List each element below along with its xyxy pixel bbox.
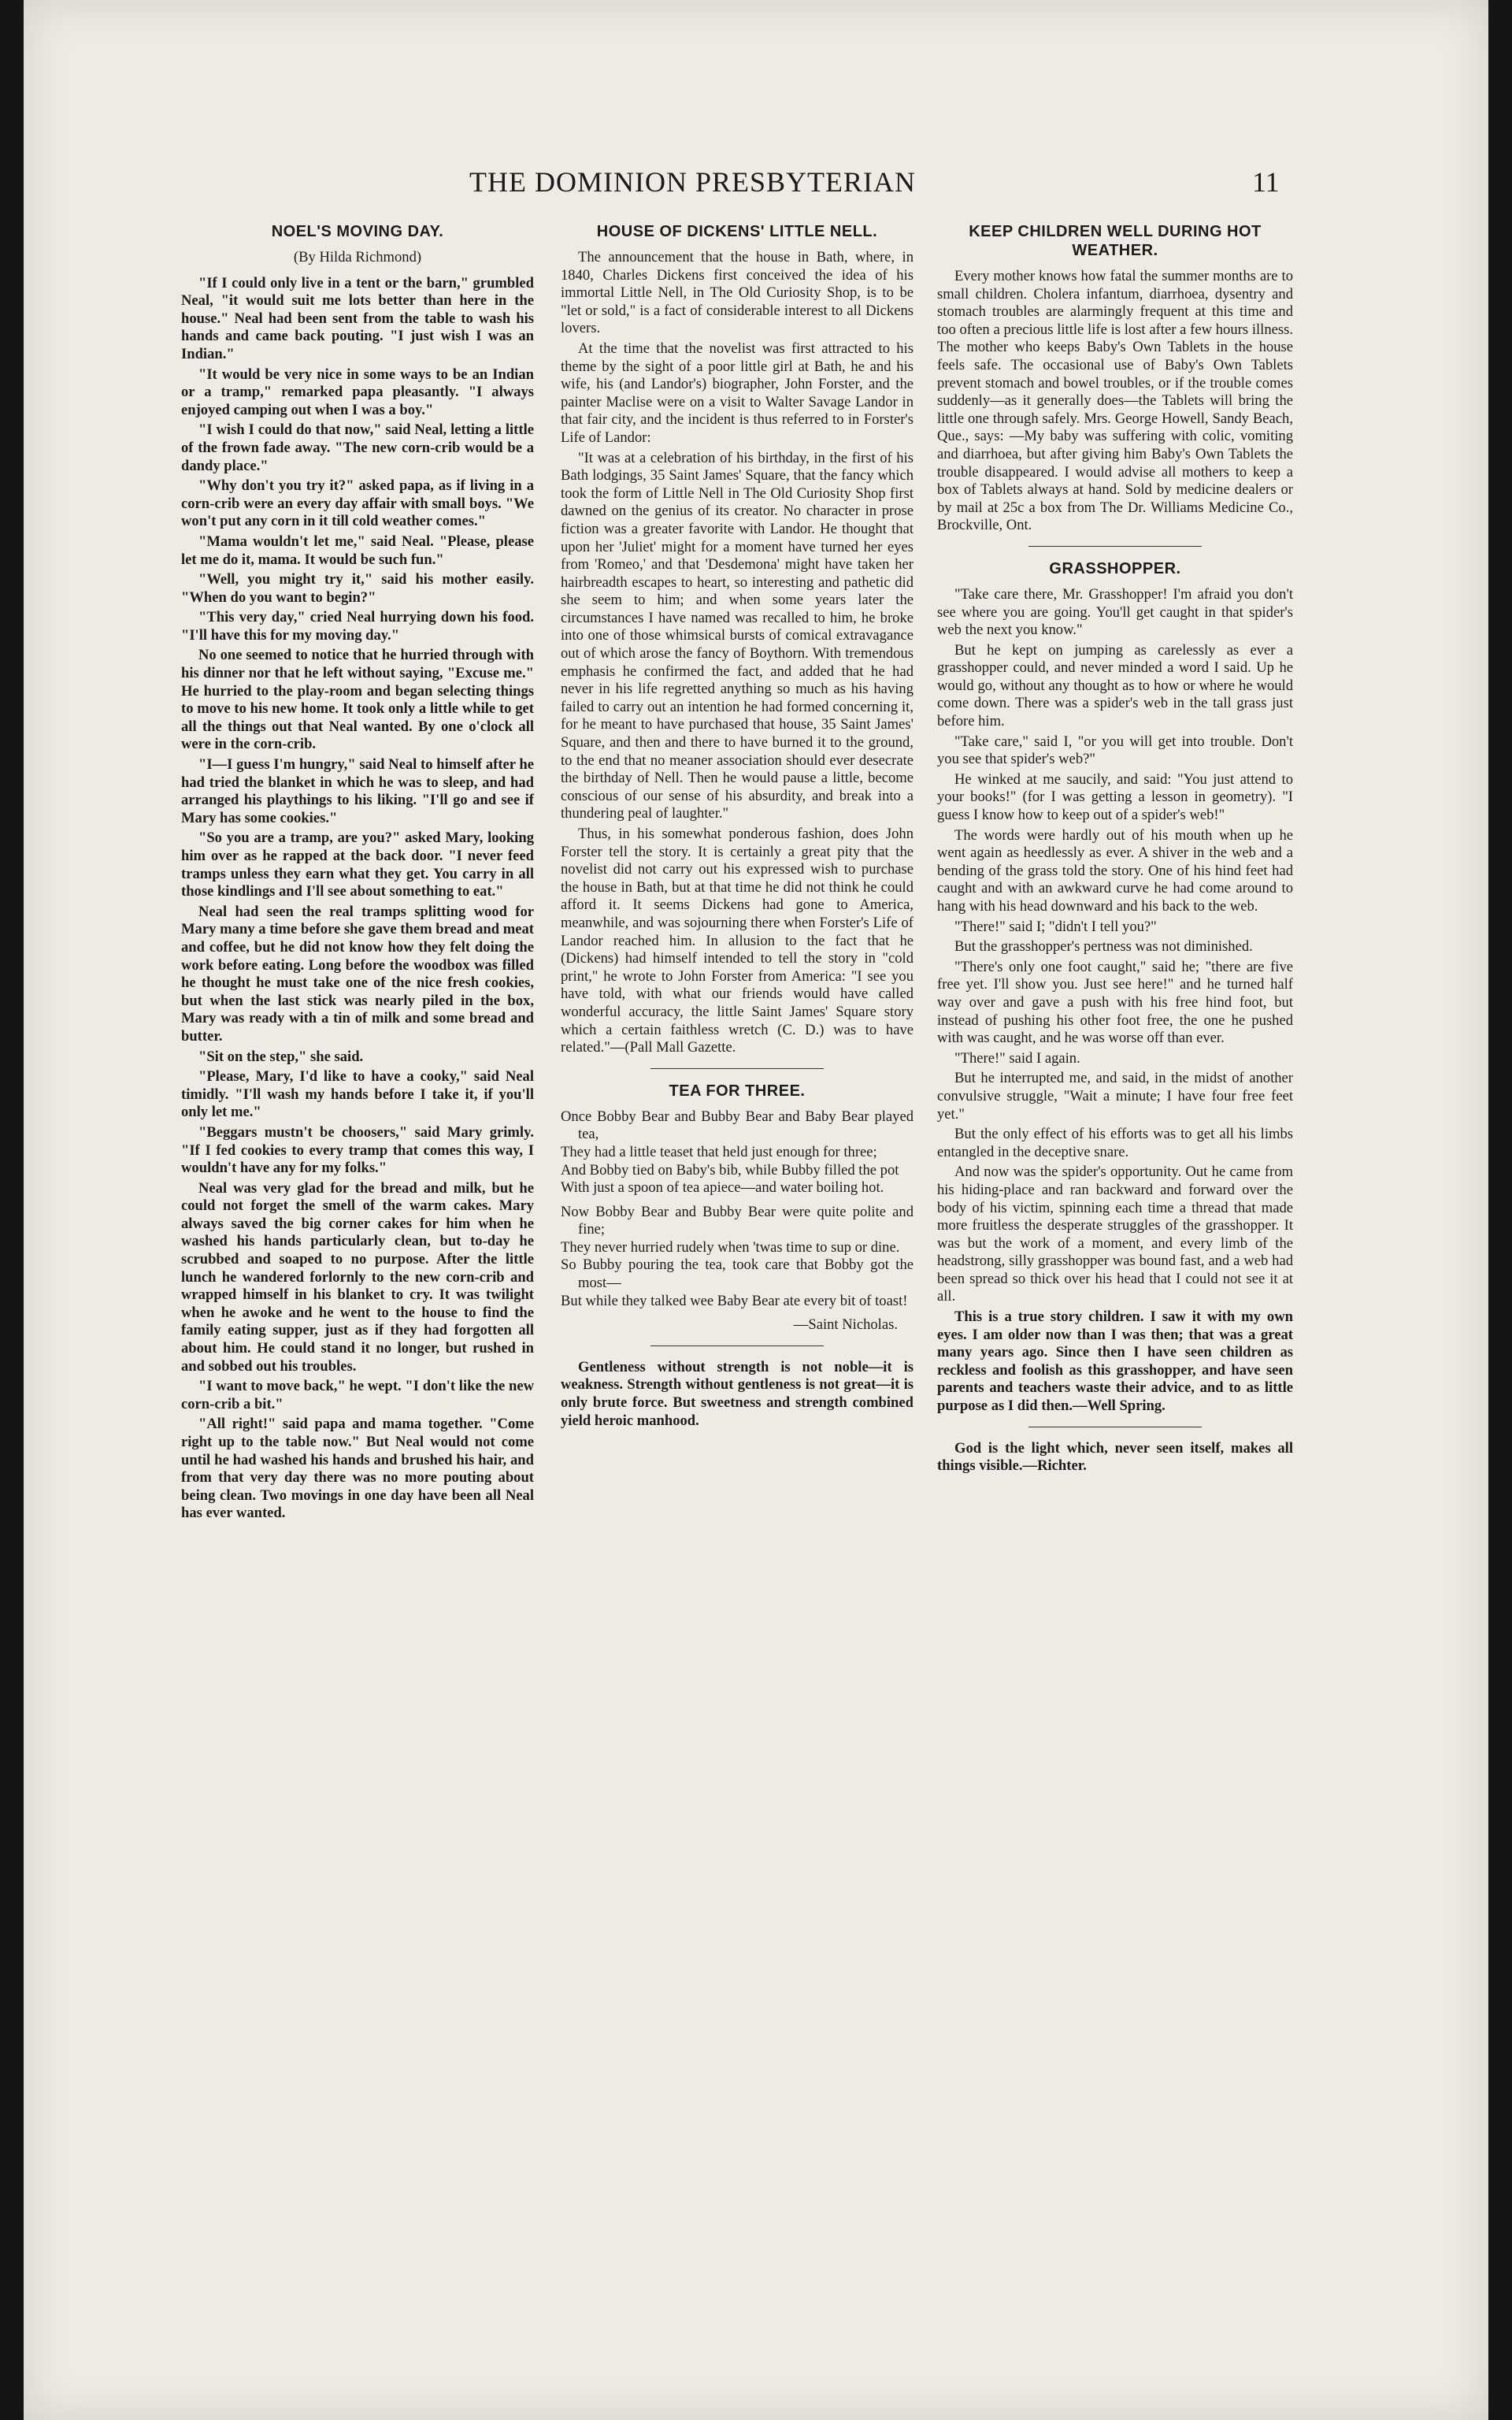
paragraph: And now was the spider's opportunity. Out he came from his hiding-place and ran backward and forward over the body of his victim, spinning each time a thread that made more fruitless the desperate struggles of the grasshopper. It was but the work of a moment, and every limb of the headstrong, silly grasshopper was bound fast, and a web had been spread so thick over his head that I could not see it at all. xyxy=(937,1164,1293,1305)
paragraph: "Mama wouldn't let me," said Neal. "Please, please let me do it, mama. It would be such fun." xyxy=(181,533,534,568)
paragraph: "If I could only live in a tent or the barn," grumbled Neal, "it would suit me lots better than here in the house." Neal had been sent from the table to wash his hands and came back pouting. "I just wish I was an Indian." xyxy=(181,274,534,362)
column-3 xyxy=(937,222,1293,1478)
byline: (By Hilda Richmond) xyxy=(293,249,422,265)
paragraph: "There's only one foot caught," said he; "there are five free yet. I'll show you. Just see here!" and he turned half way over and gave a push with his free hind foot, but instead of pushing his other foot free, the one he pushed with was caught, and he was worse off than ever. xyxy=(937,958,1293,1047)
divider xyxy=(1028,546,1202,547)
poem-stanza xyxy=(561,1108,914,1197)
paragraph: "I want to move back," he wept. "I don't like the new corn-crib a bit." xyxy=(181,1378,534,1412)
paragraph: No one seemed to notice that he hurried through with his dinner nor that he left without saying, "Excuse me." He hurried to the play-room and began selecting things to move to his new home. It took only a little while to get all the things out that Neal wanted. By one o'clock all were in the corn-crib. xyxy=(181,647,534,753)
newspaper-page xyxy=(24,0,1488,2420)
article-title-keep-children-well: KEEP CHILDREN WELL DURING HOT WEATHER. xyxy=(969,223,1262,259)
paragraph: "So you are a tramp, are you?" asked Mary, looking him over as he rapped at the back door. "I never feed tramps unless they earn what they get. You carry in all those kindlings and I'll see about something to eat." xyxy=(181,830,534,900)
poem-line: With just a spoon of tea apiece—and water boiling hot. xyxy=(561,1179,884,1197)
paragraph: "I—I guess I'm hungry," said Neal to himself after he had tried the blanket in which he was to sleep, and had arranged his playthings to his liking. "I'll go and see if Mary has some cookies." xyxy=(181,756,534,826)
masthead: THE DOMINION PRESBYTERIAN xyxy=(469,166,916,198)
page-number: 11 xyxy=(1252,166,1280,198)
article-title-grasshopper: GRASSHOPPER. xyxy=(1049,559,1181,577)
poem-line: So Bubby pouring the tea, took care that Bobby got the most— xyxy=(561,1256,914,1292)
article-title-house-of-dickens: HOUSE OF DICKENS' LITTLE NELL. xyxy=(596,223,878,240)
paragraph: "There!" said I; "didn't I tell you?" xyxy=(954,918,1157,935)
poem-title-tea-for-three: TEA FOR THREE. xyxy=(669,1082,806,1100)
paragraph: "Why don't you try it?" asked papa, as if living in a corn-crib were an every day affair with small boys. "We won't put any corn in it till cold weather comes." xyxy=(181,477,534,530)
paragraph: "Sit on the step," she said. xyxy=(198,1048,364,1065)
paragraph: "Take care," said I, "or you will get into trouble. Don't you see that spider's web?" xyxy=(937,733,1293,768)
poem-attribution: —Saint Nicholas. xyxy=(793,1316,898,1334)
poem-stanza xyxy=(561,1204,914,1311)
paragraph: "Take care there, Mr. Grasshopper! I'm afraid you don't see where you are going. You'll get caught in that spider's web the next you know." xyxy=(937,585,1293,639)
advertisement-text: Every mother knows how fatal the summer months are to small children. Cholera infantum, diarrhoea, dysentry and stomach troubles are alarmingly frequent at this time and too often a precious little life is lost after a few hours illness. The mother who keeps Baby's Own Tablets in the house feels safe. The occasional use of Baby's Own Tablets prevent stomach and bowel troubles, or if the trouble comes suddenly—as it generally does—the Tablets will bring the little one through safely. Mrs. George Howell, Sandy Beach, Que., says: —My baby was suffering with colic, vomiting and diarrhoea, but after giving him Baby's Own Tablets the trouble disappeared. I would advise all mothers to keep a box of Tablets always at hand. Sold by medicine dealers or by mail at 25c a box from The Dr. Williams Medicine Co., Brockville, Ont. xyxy=(937,268,1293,534)
paragraph: "It would be very nice in some ways to be an Indian or a tramp," remarked papa pleasantly. "I always enjoyed camping out when I was a boy." xyxy=(181,366,534,418)
maxim: Gentleness without strength is not noble—it is weakness. Strength without gentleness is not great—it is only brute force. But sweetness and strength combined yield heroic manhood. xyxy=(561,1358,914,1429)
paragraph: Thus, in his somewhat ponderous fashion, does John Forster tell the story. It is certainly a great pity that the novelist did not carry out his expressed wish to purchase the house in Bath, but at that time he did not think he could afford it. It seems Dickens had gone to America, meanwhile, and was sojourning there when Forster's Life of Landor reached him. In allusion to the fact that he (Dickens) had himself intended to tell the story in "cold print," he wrote to John Forster from America: "I see you have told, with what our friends would have called wonderful accuracy, the little Saint James' Square story which a certain faithless wretch (C. D.) was to have related."—(Pall Mall Gazette. xyxy=(561,826,914,1056)
closing-quote: God is the light which, never seen itself, makes all things visible.—Richter. xyxy=(937,1439,1293,1475)
paragraph: "This very day," cried Neal hurrying down his food. "I'll have this for my moving day." xyxy=(181,609,534,644)
paragraph: Neal had seen the real tramps splitting wood for Mary many a time before she gave them bread and meat and coffee, but he did not know how they felt doing the work before eating. Long before the woodbox was filled he thought he must take one of the nice fresh cookies, but when the last stick was nearly piled in the box, Mary was ready with a tin of milk and some bread and butter. xyxy=(181,903,534,1045)
poem-line: And Bobby tied on Baby's bib, while Bubby filled the pot xyxy=(561,1161,899,1178)
paragraph: But the only effect of his efforts was to get all his limbs entangled in the deceptive snare. xyxy=(937,1126,1293,1160)
paragraph: "There!" said I again. xyxy=(954,1049,1080,1067)
paragraph: "It was at a celebration of his birthday, in the first of his Bath lodgings, 35 Saint James' Square, that the fancy which took the form of Little Nell in The Old Curiosity Shop first dawned on the genius of its creator. No character in prose fiction was a greater favorite with Landor. He thought that upon her 'Juliet' might for a moment have turned her eyes from 'Romeo,' and that 'Desdemona' might have taken her hairbreadth escapes to heart, so interesting and pathetic did she seem to him; and when some years later the circumstances I have named was recalled to him, he broke into one of those whimsical bursts of comical extravagance out of which arose the fancy of Boythorn. With tremendous emphasis he confirmed the fact, and added that he had never in his life regretted anything so much as his having failed to carry out an intention he had formed concerning it, for he meant to have purchased that house, 35 Saint James' Square, and then and there to have burned it to the ground, to the end that no meaner association should ever desecrate the birthday of Nell. Then he would pause a little, become conscious of our sense of his absurdity, and break into a thundering peal of laughter." xyxy=(561,449,914,822)
divider xyxy=(650,1068,824,1069)
paragraph: "I wish I could do that now," said Neal, letting a little of the frown fade away. "The new corn-crib would be a dandy place." xyxy=(181,421,534,474)
paragraph: This is a true story children. I saw it with my own eyes. I am older now than I was then; that was a great many years ago. Since then I have seen children as reckless and foolish as this grasshopper, and have seen parents and teachers waste their advice, and to as little purpose as I did then.—Well Spring. xyxy=(937,1308,1293,1415)
paragraph: The words were hardly out of his mouth when up he went again as heedlessly as ever. A shiver in the web and a bending of the grass told the story. One of his hind feet had caught and with an awkward curve he had come around to hang with his head downward and his back to the web. xyxy=(937,826,1293,915)
paragraph: Neal was very glad for the bread and milk, but he could not forget the smell of the warm cakes. Mary always saved the big corner cakes for him when he washed his hands particularly clean, but to-day he scrubbed and soaped to no purpose. After the little lunch he wandered forlornly to the new corn-crib and wrapped himself in his blanket to cry. It was twilight when he awoke and he went to the house to find the family eating supper, just as if they had forgotten all about him. He could stand it no longer, but rushed in and sobbed out his troubles. xyxy=(181,1179,534,1375)
article-title-noels-moving-day: NOEL'S MOVING DAY. xyxy=(271,223,444,240)
column-1 xyxy=(181,222,534,1525)
poem-line: But while they talked wee Baby Bear ate every bit of toast! xyxy=(561,1292,908,1309)
poem-line: Once Bobby Bear and Bubby Bear and Baby Bear played tea, xyxy=(561,1108,914,1143)
paragraph: "Beggars mustn't be choosers," said Mary grimly. "If I fed cookies to every tramp that comes this way, I wouldn't have any for my folks." xyxy=(181,1123,534,1177)
paragraph: But he kept on jumping as carelessly as ever a grasshopper could, and never minded a word I said. Up he would go, without any thought as to how or where he would come down. There was a spider's web in the tall grass just before him. xyxy=(937,641,1293,730)
page-header xyxy=(24,165,1488,213)
poem-line: They had a little teaset that held just enough for three; xyxy=(561,1143,877,1160)
paragraph: The announcement that the house in Bath, where, in 1840, Charles Dickens first conceived the idea of his immortal Little Nell, in The Old Curiosity Shop, is to be "let or sold," is a fact of considerable interest to all Dickens lovers. xyxy=(561,249,914,337)
paragraph: "Please, Mary, I'd like to have a cooky," said Neal timidly. "I'll wash my hands before I take it, if you'll only let me." xyxy=(181,1068,534,1121)
poem-line: Now Bobby Bear and Bubby Bear were quite polite and fine; xyxy=(561,1203,914,1238)
paragraph: But the grasshopper's pertness was not diminished. xyxy=(954,938,1253,956)
divider xyxy=(650,1345,824,1346)
poem-line: They never hurried rudely when 'twas time to sup or dine. xyxy=(561,1238,900,1256)
column-2 xyxy=(561,222,914,1432)
paragraph: "Well, you might try it," said his mother easily. "When do you want to begin?" xyxy=(181,571,534,606)
paragraph: "All right!" said papa and mama together. "Come right up to the table now." But Neal would not come until he had washed his hands and brushed his hair, and from that very day there was no more pouting about being clean. Two movings in one day have been all Neal has ever wanted. xyxy=(181,1416,534,1522)
paragraph: But he interrupted me, and said, in the midst of another convulsive struggle, "Wait a minute; I have four free feet yet." xyxy=(937,1070,1293,1123)
paragraph: He winked at me saucily, and said: "You just attend to your books!" (for I was getting a lesson in geometry). "I guess I know how to keep out of a spider's web!" xyxy=(937,770,1293,824)
paragraph: At the time that the novelist was first attracted to his theme by the sight of a poor little girl at Bath, he and his wife, his (and Landor's) biographer, John Forster, and the painter Maclise were on a visit to Walter Savage Landor in that fair city, and the incident is thus referred to in Forster's Life of Landor: xyxy=(561,340,914,446)
